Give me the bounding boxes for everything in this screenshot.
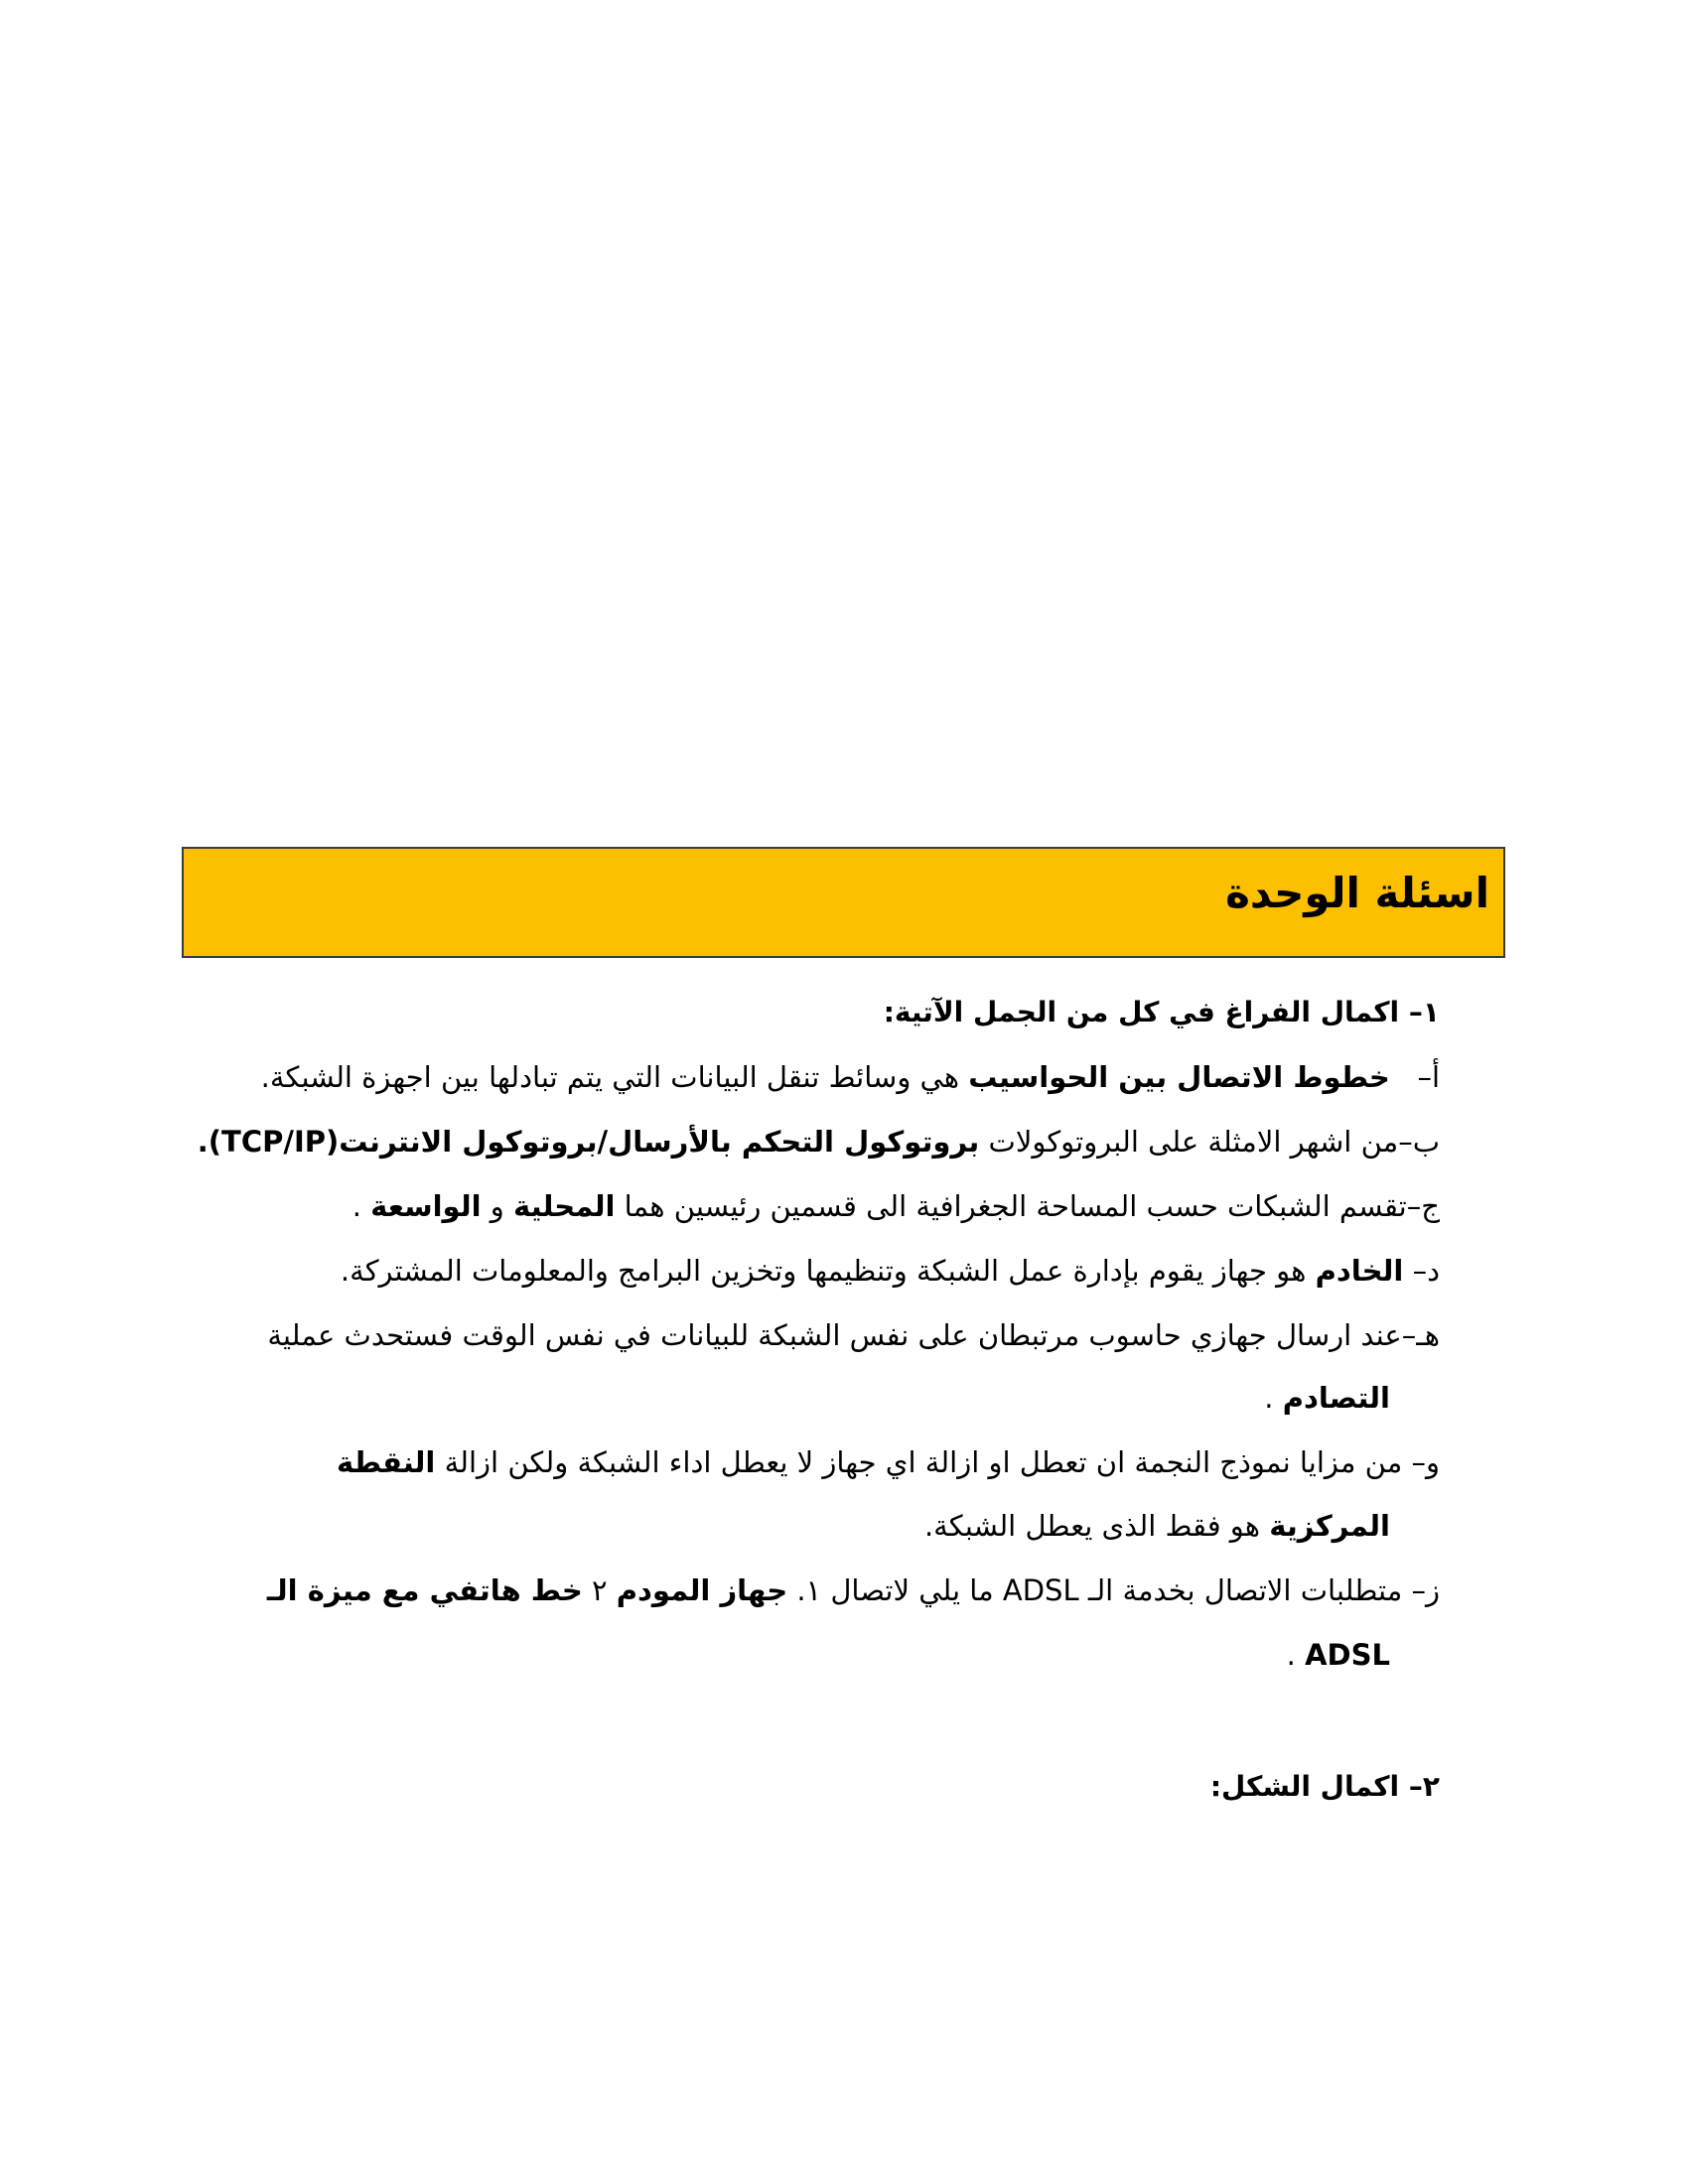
item-e-text: عند ارسال جهازي حاسوب مرتبطان على نفس الشبكة للبيانات في نفس الوقت فستحدث عملية xyxy=(267,1318,1402,1352)
item-f-answer-part-2: المركزية xyxy=(1269,1509,1390,1543)
item-g-line-2 xyxy=(1287,1635,1390,1675)
item-g-answer-1: جهاز المودم xyxy=(616,1573,788,1607)
item-c-text: تقسم الشبكات حسب المساحة الجغرافية الى قسمين رئيسين هما xyxy=(615,1189,1407,1223)
unit-header-banner xyxy=(182,847,1505,958)
item-g-number: ٢ xyxy=(582,1573,617,1607)
item-c-answer-1: المحلية xyxy=(513,1189,616,1223)
item-f-text: من مزايا نموذج النجمة ان تعطل او ازالة اي جهاز لا يعطل اداء الشبكة ولكن ازالة xyxy=(435,1445,1412,1479)
item-e-line-1 xyxy=(267,1315,1440,1355)
question-2-heading: ٢– اكمال الشكل: xyxy=(1209,1770,1440,1803)
item-f-text-2: هو فقط الذى يعطل الشبكة. xyxy=(923,1509,1270,1543)
item-a-label: أ– xyxy=(1417,1060,1440,1094)
item-e-answer: التصادم xyxy=(1282,1381,1390,1415)
item-c-answer-2: الواسعة xyxy=(370,1189,482,1223)
item-a-text: هي وسائط تنقل البيانات التي يتم تبادلها بين اجهزة الشبكة. xyxy=(260,1060,969,1094)
item-g-answer-3: ADSL xyxy=(1305,1638,1390,1672)
item-g-label: ز– xyxy=(1411,1573,1440,1607)
item-b xyxy=(198,1122,1440,1161)
item-d-text: هو جهاز يقوم بإدارة عمل الشبكة وتنظيمها وتخزين البرامج والمعلومات المشتركة. xyxy=(340,1254,1316,1288)
item-f-label: و– xyxy=(1411,1445,1440,1479)
item-b-answer: بروتوكول التحكم بالأرسال/بروتوكول الانترنت(TCP/IP). xyxy=(197,1125,980,1159)
item-c-end: . xyxy=(352,1189,371,1223)
item-f-answer-part-1: النقطة xyxy=(336,1445,436,1479)
item-a-answer: خطوط الاتصال بين الحواسيب xyxy=(968,1060,1390,1094)
item-b-label: ب– xyxy=(1398,1125,1440,1159)
item-d-answer: الخادم xyxy=(1315,1254,1404,1288)
item-f-line-1 xyxy=(337,1442,1440,1482)
unit-title: اسئلة الوحدة xyxy=(1225,869,1489,917)
item-g-line-1 xyxy=(267,1570,1440,1610)
item-a xyxy=(261,1057,1440,1097)
item-d-label: د– xyxy=(1412,1254,1440,1288)
item-c-conjunction: و xyxy=(481,1189,514,1223)
item-g-answer-2: خط هاتفي مع ميزة الـ xyxy=(266,1573,583,1607)
item-f-line-2 xyxy=(924,1506,1390,1546)
item-c-label: ج– xyxy=(1406,1189,1440,1223)
item-e-end: . xyxy=(1264,1381,1283,1415)
question-1-heading: ١– اكمال الفراغ في كل من الجمل الآتية: xyxy=(883,996,1440,1028)
item-d xyxy=(341,1251,1440,1291)
item-b-text: من اشهر الامثلة على البروتوكولات xyxy=(979,1125,1399,1159)
item-c xyxy=(352,1186,1440,1226)
item-e-line-2 xyxy=(1264,1378,1390,1418)
item-e-label: هـ– xyxy=(1401,1318,1440,1352)
item-g-text: متطلبات الاتصال بخدمة الـ ADSL ما يلي لاتصال ١. xyxy=(787,1573,1412,1607)
item-g-end: . xyxy=(1286,1638,1306,1672)
